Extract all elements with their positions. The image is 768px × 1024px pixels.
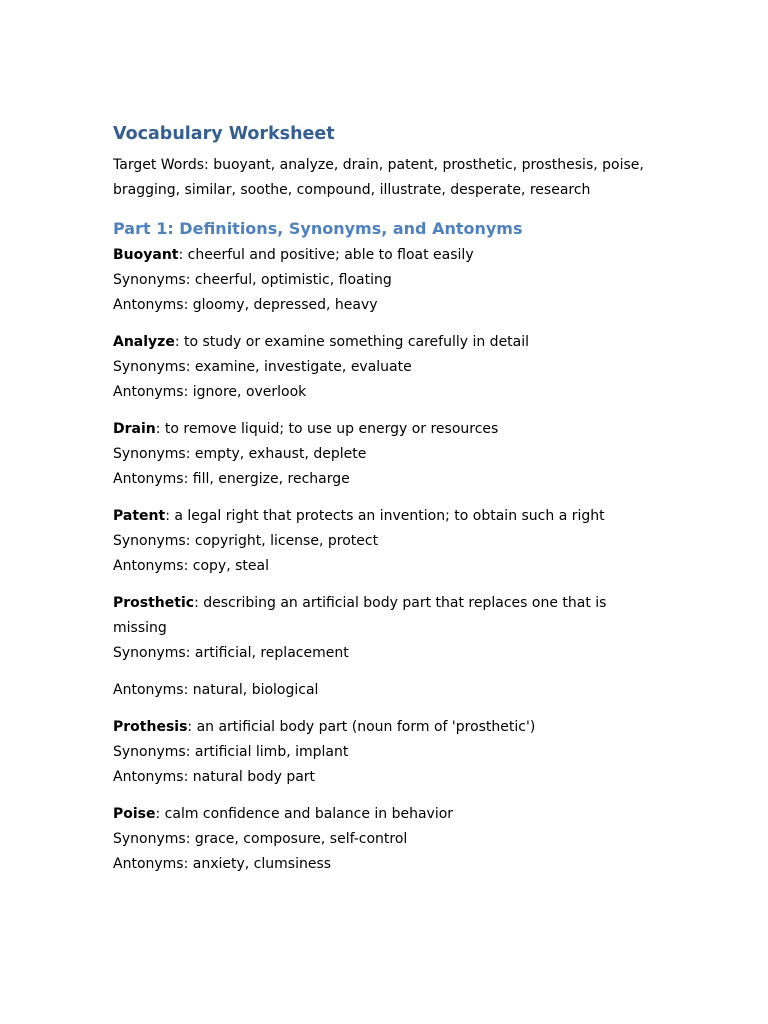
definition-text: : calm confidence and balance in behavior [155,806,454,822]
definition-line [113,417,656,442]
definition-line [113,330,656,355]
definition-line [113,504,656,529]
synonyms-line: Synonyms: grace, composure, self-control [113,831,408,847]
definition-text: : to remove liquid; to use up energy or resources [155,421,499,437]
definition-line [113,802,656,827]
document-title: Vocabulary Worksheet [113,124,335,144]
vocab-entry-prosthetic [113,591,656,703]
target-words: Target Words: buoyant, analyze, drain, patent, prosthetic, prosthesis, poise, bragging, similar, soothe, compound, illustrate, desperate, research [113,157,644,198]
antonyms-line: Antonyms: ignore, overlook [113,384,307,400]
vocab-entry-analyze [113,330,656,405]
synonyms-line: Synonyms: cheerful, optimistic, floating [113,272,392,288]
vocab-entry-drain [113,417,656,492]
vocab-entry-patent [113,504,656,579]
vocab-entry-poise [113,802,656,877]
synonyms-line: Synonyms: empty, exhaust, deplete [113,446,367,462]
vocab-term: Poise [113,806,156,822]
vocab-term: Buoyant [113,247,179,263]
antonyms-line: Antonyms: natural body part [113,769,316,785]
definition-text: : an artificial body part (noun form of 'prosthetic') [187,719,536,735]
antonyms-line: Antonyms: copy, steal [113,558,269,574]
vocab-term: Drain [113,421,156,437]
vocab-term: Patent [113,508,166,524]
synonyms-line: Synonyms: artificial, replacement [113,645,349,661]
vocab-entry-prothesis [113,715,656,790]
definition-line [113,715,656,740]
antonyms-line: Antonyms: anxiety, clumsiness [113,856,332,872]
vocab-term: Analyze [113,334,175,350]
antonyms-line: Antonyms: fill, energize, recharge [113,471,350,487]
definition-line [113,243,656,268]
synonyms-line: Synonyms: artificial limb, implant [113,744,349,760]
antonyms-line: Antonyms: gloomy, depressed, heavy [113,297,378,313]
synonyms-line: Synonyms: copyright, license, protect [113,533,379,549]
vocab-entry-buoyant [113,243,656,318]
antonyms-line: Antonyms: natural, biological [113,682,319,698]
vocab-term: Prosthetic [113,595,195,611]
definition-text: : cheerful and positive; able to float easily [178,247,474,263]
definition-text: : a legal right that protects an invention; to obtain such a right [165,508,605,524]
synonyms-line: Synonyms: examine, investigate, evaluate [113,359,412,375]
vocab-term: Prothesis [113,719,188,735]
definition-text: : describing an artificial body part that replaces one that is missing [113,595,607,636]
definition-line [113,591,656,641]
section-heading: Part 1: Definitions, Synonyms, and Antonyms [113,219,523,238]
definition-text: : to study or examine something carefully in detail [174,334,530,350]
